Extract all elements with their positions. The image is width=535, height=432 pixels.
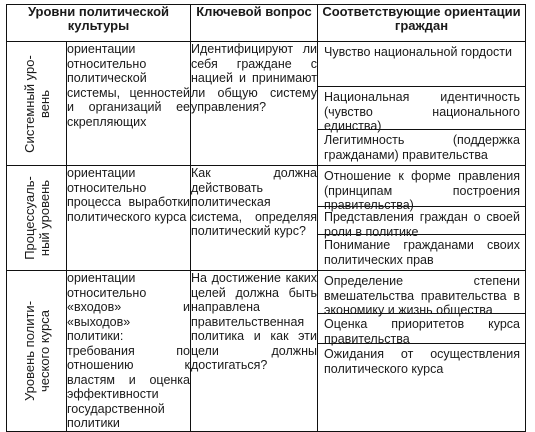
level-label-line: Системный уро- [21,54,37,153]
level-label-line: вень [36,89,52,118]
orientations-cell [318,271,526,432]
orientations-cell [318,42,526,166]
level-description: ориентации относительно процесса выработки политического курса [67,166,191,271]
political-culture-table [6,4,526,432]
orientation-item: Определение степени вмешательства правительства в экономику и жизнь общества [318,271,525,314]
level-label [22,176,52,260]
table-row [7,271,526,432]
level-label-line: ный уровень [36,179,52,257]
header-key-question: Ключевой вопрос [191,5,318,42]
orientation-item: Легитимность (поддержка гражданами) правительства [324,133,520,162]
key-question: Идентифицируют ли себя граждане с нацией и принимают ли общую систему управления? [191,42,318,166]
orientation-item: Понимание гражданами своих политических прав [324,238,520,267]
level-label-line: Уровень полити- [21,300,37,401]
level-label-line: Процессуаль- [21,176,37,260]
level-cell [7,271,67,432]
level-label-line: ческого курса [36,309,52,392]
orientation-item: Ожидания от осуществления политического курса [324,347,520,376]
header-culture-levels: Уровни политической культуры [7,5,191,42]
key-question: Как должна действовать политическая система, определяя политический курс? [191,166,318,271]
header-row [7,5,526,42]
orientation-item: Чувство национальной гордости [318,42,525,87]
level-label [22,301,52,401]
level-cell [7,166,67,271]
orientation-item: Национальная идентичность (чувство национального единства) [318,87,525,130]
orientation-item: Представления граждан о своей роли в политике [318,207,525,235]
header-orientations: Соответствующие ориентации граждан [318,5,526,42]
key-question: На достижение каких целей должна быть направлена правительственная политика и как эти цели должны достигаться? [191,271,318,432]
level-description: ориентации относительно «входов» и «выходов» политики: требования по отношению к властям и оценка эффективности государственной политики [67,271,190,430]
table-row [7,42,526,166]
orientations-cell [318,166,526,271]
orientation-item: Отношение к форме правления (принципам построения правительства) [318,166,525,207]
level-description: ориентации относительно политической системы, ценностей и организаций ее скрепляющих [67,42,191,166]
level-cell [7,42,67,166]
level-label [22,55,52,153]
orientation-item: Оценка приоритетов курса правительства [318,314,525,344]
table-row [7,166,526,271]
